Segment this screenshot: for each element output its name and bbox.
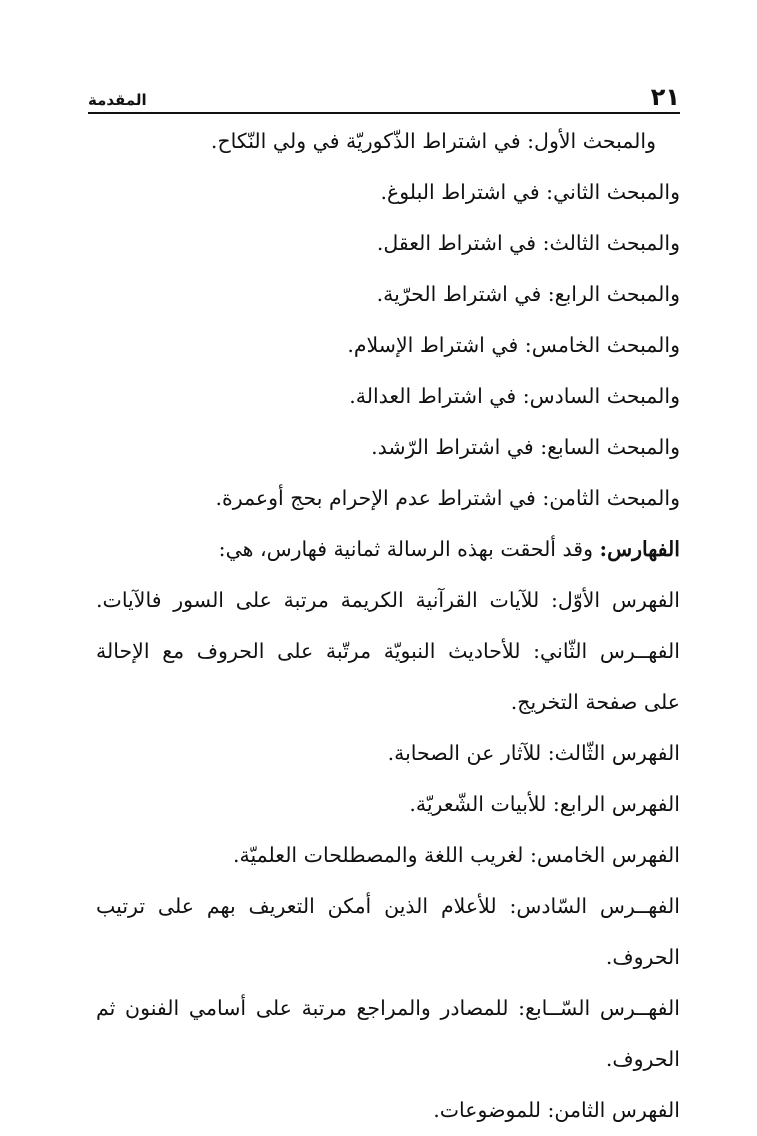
section-title: المقدمة xyxy=(88,91,147,109)
text-line: والمبحث الثالث: في اشتراط العقل. xyxy=(376,231,680,255)
text-line: والمبحث الأول: في اشتراط الذّكوريّة في ولي النّكاح. xyxy=(210,129,656,153)
index-line: الفهــرس الثّاني: للأحاديث النبويّة مرتّبة على الحروف مع الإحالة xyxy=(96,639,680,663)
index-line-continuation: الحروف. xyxy=(605,1047,680,1071)
index-line: الفهرس الأوّل: للآيات القرآنية الكريمة مرتبة على السور فالآيات. xyxy=(96,588,680,612)
index-line: الفهرس الثّالث: للآثار عن الصحابة. xyxy=(387,741,680,765)
text-line: والمبحث الرابع: في اشتراط الحرّية. xyxy=(376,282,680,306)
text-line: والمبحث الخامس: في اشتراط الإسلام. xyxy=(347,333,680,357)
page-body xyxy=(96,116,680,1136)
index-line-continuation: الحروف. xyxy=(605,945,680,969)
index-line: الفهرس الرابع: للأبيات الشّعريّة. xyxy=(409,792,680,816)
index-line: الفهرس الثامن: للموضوعات. xyxy=(433,1098,680,1122)
text-line: والمبحث السابع: في اشتراط الرّشد. xyxy=(371,435,680,459)
indexes-heading: الفهارس: xyxy=(599,537,680,561)
page-header xyxy=(88,82,680,114)
text-line: والمبحث السادس: في اشتراط العدالة. xyxy=(349,384,680,408)
index-line-continuation: على صفحة التخريج. xyxy=(510,690,680,714)
text-line: والمبحث الثاني: في اشتراط البلوغ. xyxy=(380,180,680,204)
text-line: والمبحث الثامن: في اشتراط عدم الإحرام بحج أوعمرة. xyxy=(215,486,680,510)
index-line: الفهرس الخامس: لغريب اللغة والمصطلحات العلميّة. xyxy=(232,843,680,867)
index-line: الفهــرس السّادس: للأعلام الذين أمكن التعريف بهم على ترتيب xyxy=(96,894,680,918)
page-number: ٢١ xyxy=(650,83,680,111)
indexes-intro-line xyxy=(96,524,680,575)
indexes-intro-text: وقد ألحقت بهذه الرسالة ثمانية فهارس، هي: xyxy=(218,537,600,561)
index-line: الفهــرس السّــابع: للمصادر والمراجع مرتبة على أسامي الفنون ثم xyxy=(96,996,680,1020)
